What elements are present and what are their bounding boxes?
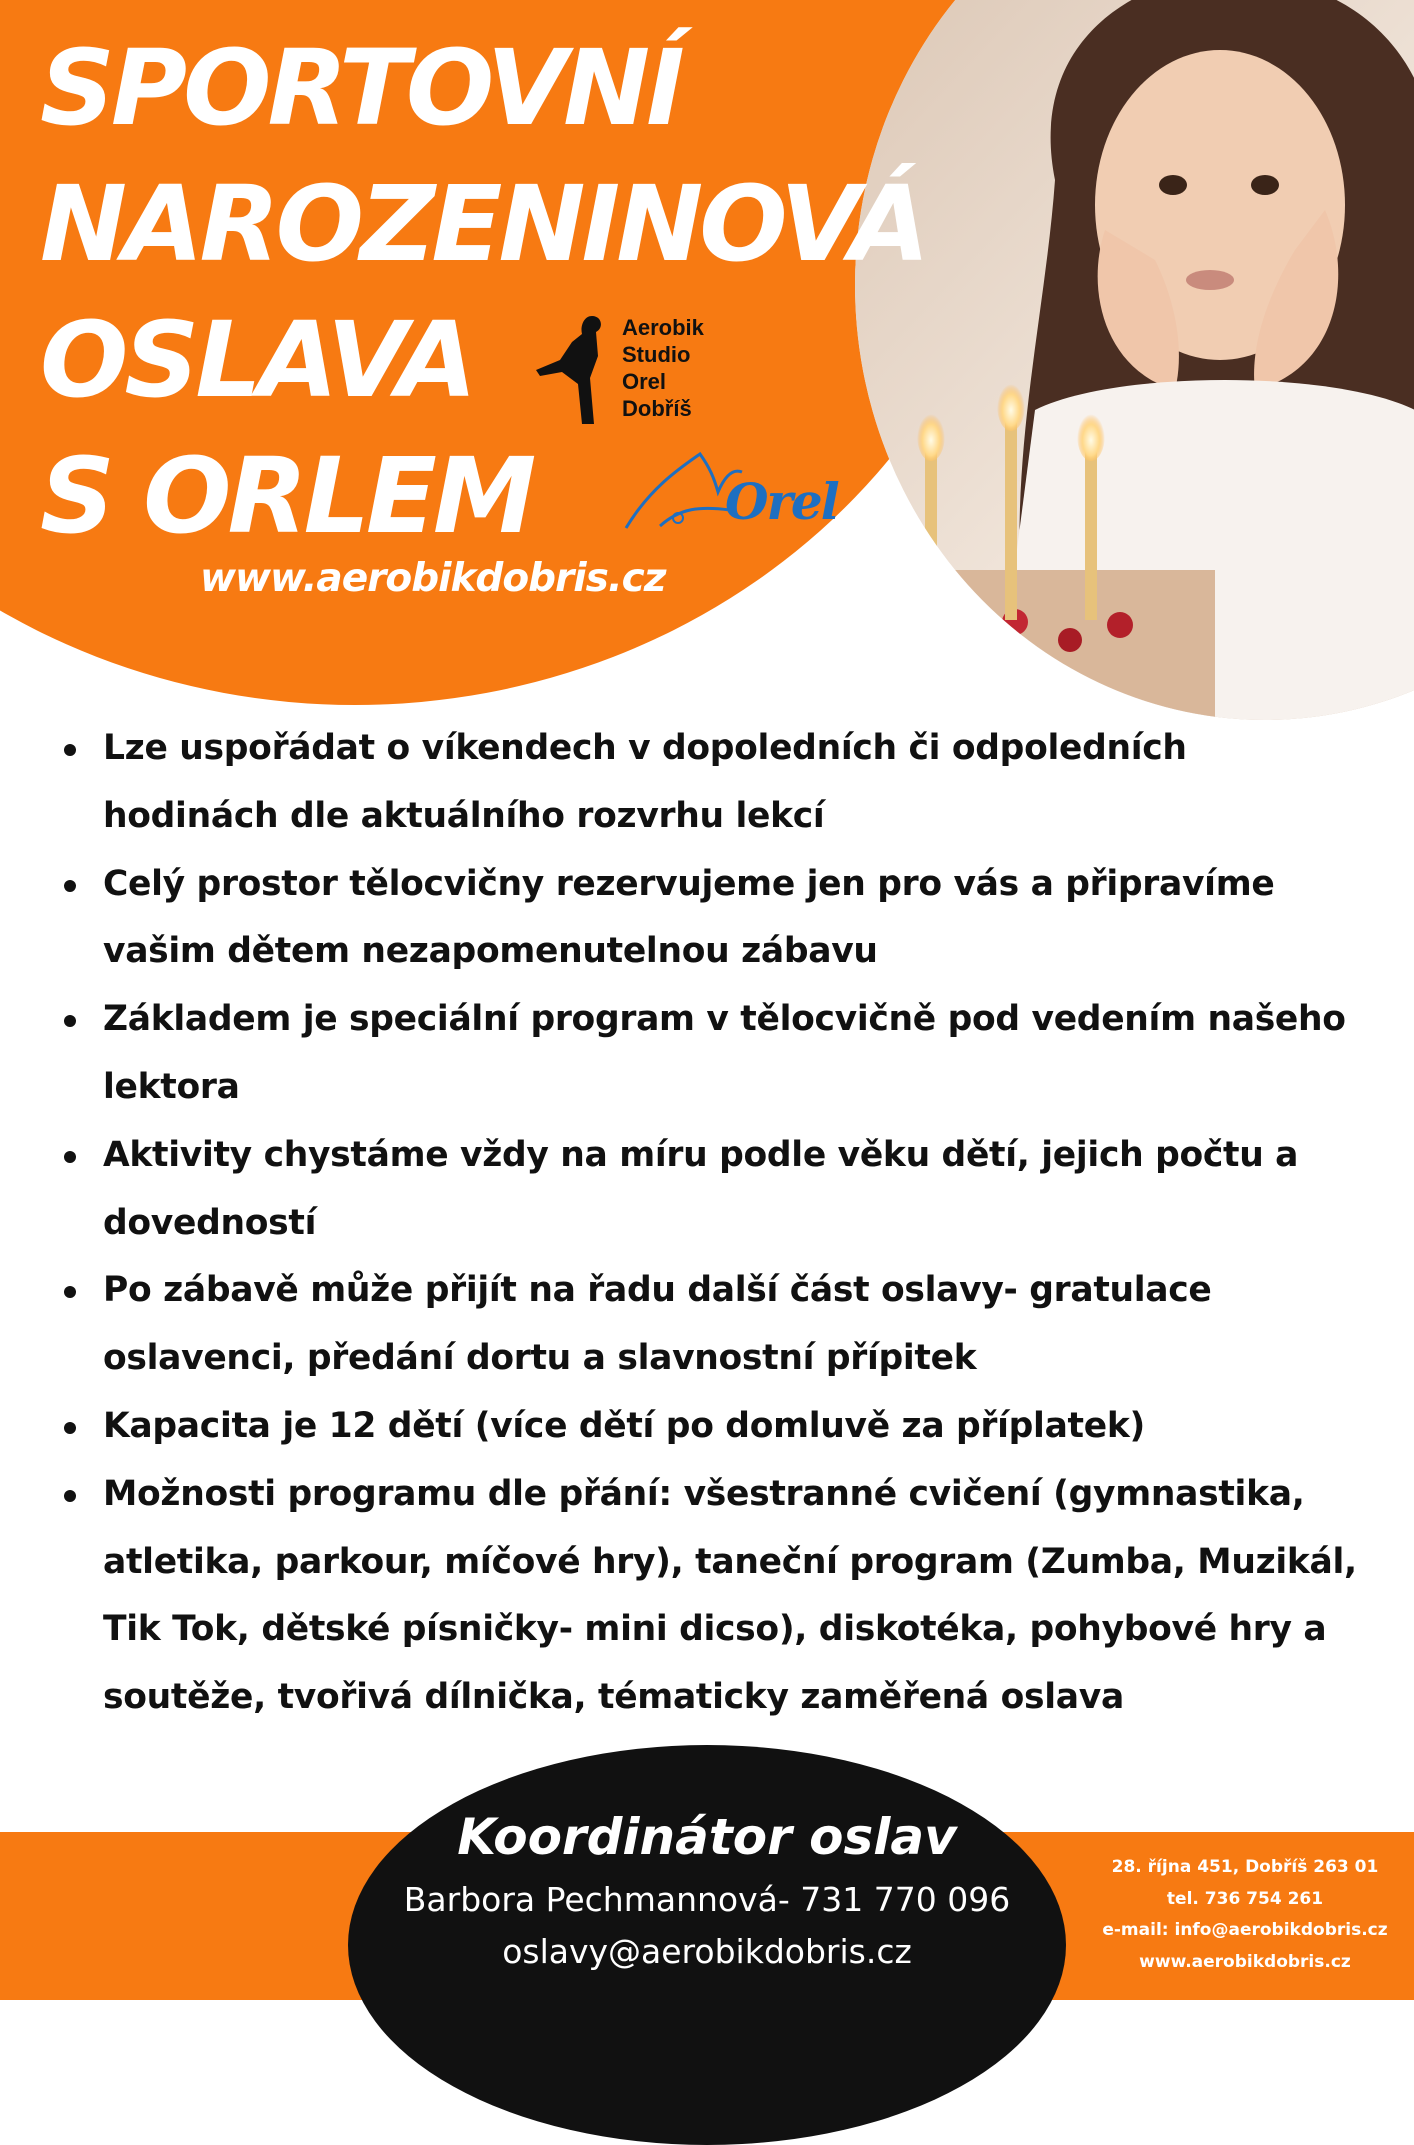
aerobik-studio-logo xyxy=(532,312,732,432)
title-line-3: OSLAVA xyxy=(40,299,473,421)
birthday-girl-photo xyxy=(855,0,1414,720)
coordinator-name-phone: Barbora Pechmannová- 731 770 096 xyxy=(403,1880,1011,1919)
list-item xyxy=(60,1257,1370,1393)
list-item xyxy=(60,851,1370,987)
list-item-text: Lze uspořádat o víkendech v dopoledních či odpoledních hodinách dle aktuálního rozvrhu lekcí xyxy=(103,728,1187,836)
orel-logo xyxy=(620,448,842,534)
bullet-icon xyxy=(64,1286,76,1298)
contact-info xyxy=(1076,1852,1414,1978)
contact-phone: tel. 736 754 261 xyxy=(1166,1888,1324,1909)
website-link[interactable]: www.aerobikdobris.cz xyxy=(200,556,666,601)
coordinator-email[interactable]: oslavy@aerobikdobris.cz xyxy=(502,1932,912,1971)
logo-text-dobris: Dobříš xyxy=(622,396,692,421)
list-item xyxy=(60,986,1370,1122)
bullet-icon xyxy=(64,1151,76,1163)
contact-address: 28. října 451, Dobříš 263 01 xyxy=(1111,1857,1379,1877)
bullet-icon xyxy=(64,1015,76,1027)
contact-email[interactable]: e-mail: info@aerobikdobris.cz xyxy=(1102,1920,1388,1940)
bullet-icon xyxy=(64,744,76,756)
logo-text-aerobik: Aerobik xyxy=(622,315,704,340)
list-item-text: Možnosti programu dle přání: všestranné cvičení (gymnastika, atletika, parkour, míčové hry), taneční program (Zumba, Muzikál, Tik Tok, dětské písničky- mini dicso), diskotéka, pohybové hry a soutěže, tvořivá dílnička, tématicky zaměřená oslava xyxy=(103,1473,1357,1718)
orel-logo-text: Orel xyxy=(725,472,838,531)
list-item-text: Po zábavě může přijít na řadu další část oslavy- gratulace oslavenci, předání dortu a slavnostní přípitek xyxy=(103,1270,1212,1379)
list-item xyxy=(60,715,1370,851)
logo-text-orel: Orel xyxy=(622,369,667,394)
list-item xyxy=(60,1393,1370,1461)
bullet-icon xyxy=(64,1422,76,1434)
bullet-icon xyxy=(64,880,76,892)
bullet-icon xyxy=(64,1490,76,1502)
list-item-text: Aktivity chystáme vždy na míru podle věku dětí, jejich počtu a dovedností xyxy=(103,1134,1299,1243)
dancer-silhouette-icon xyxy=(532,312,622,430)
list-item xyxy=(60,1461,1370,1732)
title-line-1: SPORTOVNÍ xyxy=(40,27,681,149)
coordinator-title: Koordinátor oslav xyxy=(457,1808,957,1866)
list-item-text: Kapacita je 12 dětí (více dětí po domluvě za příplatek) xyxy=(103,1405,1145,1446)
feature-list xyxy=(60,715,1370,1732)
list-item xyxy=(60,1122,1370,1258)
contact-web[interactable]: www.aerobikdobris.cz xyxy=(1139,1951,1351,1972)
list-item-text: Základem je speciální program v tělocvičně pod vedením našeho lektora xyxy=(103,999,1346,1107)
logo-text-studio: Studio xyxy=(622,342,691,367)
title-line-4: S ORLEM xyxy=(40,435,533,557)
list-item-text: Celý prostor tělocvičny rezervujeme jen pro vás a připravíme vašim dětem nezapomenutelnou zábavu xyxy=(103,863,1275,972)
title-line-2: NAROZENINOVÁ xyxy=(40,163,926,285)
